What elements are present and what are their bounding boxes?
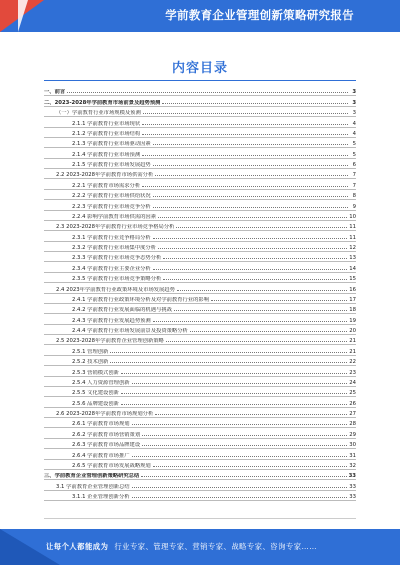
toc-leader-dots: [110, 361, 347, 363]
toc-leader-dots: [132, 423, 348, 425]
toc-entry-page: 4: [352, 120, 356, 127]
toc-leader-dots: [141, 475, 346, 477]
toc-entry-page: 27: [349, 411, 356, 417]
toc-entry-page: 26: [349, 400, 356, 407]
toc-entry-text: 2.3.5 学前教育行业市场竞争策略分析: [72, 276, 162, 283]
toc-entry-text: 2.3.1 学前教育行业竞争格局分析: [72, 234, 151, 241]
toc-entry[interactable]: [44, 86, 356, 96]
toc-entry-text: 2.1.1 学前教育行业市场现状: [72, 120, 141, 127]
header-title: 学前教育企业管理创新策略研究报告: [165, 8, 354, 22]
toc-entry[interactable]: [44, 345, 356, 355]
toc-entry-text: 三、学前教育企业管理创新策略研究总结: [44, 473, 140, 480]
toc-entry-text: 2.6.1 学前教育市场规划: [72, 421, 130, 428]
toc-entry-text: 2.2 2023-2028年学前教育市场供需分析: [56, 172, 154, 179]
toc-entry-text: 2.4.4 学前教育行业市场发展前景及投资策略分析: [72, 328, 188, 334]
toc-leader-dots: [142, 444, 347, 446]
toc-leader-dots: [177, 289, 347, 291]
toc-entry[interactable]: [44, 148, 356, 158]
toc-leader-dots: [176, 226, 347, 228]
toc-entry-page: 17: [349, 296, 356, 303]
toc-entry-page: 13: [349, 255, 356, 262]
toc-entry-text: 2.5.5 文化建设创新: [72, 390, 119, 397]
toc-leader-dots: [132, 486, 348, 488]
toc-entry-page: 7: [352, 182, 356, 189]
toc-entry-page: 5: [352, 151, 356, 158]
toc-leader-dots: [142, 123, 348, 125]
toc-entry[interactable]: [44, 449, 356, 459]
toc-entry-text: 2.4.2 学前教育行业发展面临的机遇与挑战: [72, 307, 172, 314]
toc-entry[interactable]: [44, 107, 356, 117]
toc-leader-dots: [132, 455, 348, 457]
toc-entry-text: 2.1.2 学前教育行业市场结构: [72, 130, 141, 137]
toc-leader-dots: [142, 154, 348, 156]
toc-entry-text: 2.1.3 学前教育行业市场驱动因素: [72, 141, 151, 148]
page-footer: [0, 529, 400, 565]
toc-entry-page: 19: [349, 317, 356, 324]
toc-entry[interactable]: [44, 397, 356, 407]
toc-entry-text: 2.5.1 管理创新: [72, 348, 109, 355]
toc-entry[interactable]: [44, 470, 356, 480]
toc-entry-text: 2.4.3 学前教育行业发展趋势预测: [72, 317, 151, 324]
toc-entry[interactable]: [44, 96, 356, 106]
toc-entry-text: 2.3 2023-2028年学前教育行业市场竞争格局分析: [56, 224, 175, 231]
toc-entry-page: 30: [349, 442, 356, 449]
toc-entry-text: 2.4.1 学前教育行业政策环境分析及对学前教育行业的影响: [72, 296, 209, 303]
toc-leader-dots: [153, 320, 348, 322]
toc-entry[interactable]: [44, 294, 356, 304]
toc-entry-text: 2.2.2 学前教育行业市场供给状况: [72, 193, 151, 200]
toc-entry-page: 21: [349, 348, 356, 355]
toc-entry[interactable]: [44, 439, 356, 449]
toc-entry[interactable]: [44, 408, 356, 418]
toc-title: 内容目录: [171, 61, 228, 76]
toc-entry[interactable]: [44, 283, 356, 293]
toc-entry[interactable]: [44, 480, 356, 490]
toc-entry[interactable]: [44, 377, 356, 387]
toc-entry[interactable]: [44, 211, 356, 221]
toc-entry[interactable]: [44, 200, 356, 210]
toc-entry-text: 2.5.6 品牌建设创新: [72, 400, 119, 407]
toc-entry-text: 2.2.1 学前教育市场需求分析: [72, 182, 141, 189]
toc-entry[interactable]: [44, 418, 356, 428]
toc-entry-text: 2.6.2 学前教育市场营销策划: [72, 431, 141, 438]
toc-entry-page: 24: [349, 379, 356, 386]
toc-entry-page: 21: [349, 338, 356, 345]
toc-entry-text: 2.3.2 学前教育行业市场集中度分析: [72, 245, 157, 251]
toc-entry-text: 2.5 2023-2028年学前教育企业管理创新策略: [56, 338, 164, 345]
toc-entry[interactable]: [44, 169, 356, 179]
toc-leader-dots: [153, 206, 348, 208]
toc-entry-text: 3.1.1 企业管理创新分析: [72, 494, 130, 500]
toc-entry[interactable]: [44, 231, 356, 241]
toc-entry[interactable]: [44, 366, 356, 376]
toc-leader-dots: [132, 496, 348, 498]
toc-entry-page: 14: [349, 265, 356, 272]
toc-leader-dots: [158, 247, 347, 249]
toc-entry-page: 33: [349, 483, 356, 490]
toc-leader-dots: [67, 91, 348, 93]
toc-entry[interactable]: [44, 242, 356, 252]
toc-entry-page: 33: [348, 473, 356, 480]
toc-leader-dots: [155, 413, 347, 415]
toc-leader-dots: [110, 351, 347, 353]
toc-entry-text: 2.6.5 学前教育市场发展战略规划: [72, 462, 151, 469]
toc-entry-page: 20: [349, 328, 356, 334]
toc-leader-dots: [163, 278, 347, 280]
toc-leader-dots: [143, 112, 348, 114]
toc-entry[interactable]: [44, 325, 356, 335]
toc-entry[interactable]: [44, 221, 356, 231]
toc-leader-dots: [211, 299, 347, 301]
toc-leader-dots: [153, 195, 348, 197]
toc-entry-text: （一）学前教育行业市场规模及预测: [56, 110, 141, 117]
toc-entry-page: 15: [349, 276, 356, 283]
toc-entry[interactable]: [44, 273, 356, 283]
toc-leader-dots: [142, 133, 348, 135]
footer-slogan: [46, 542, 317, 552]
toc-entry-page: 23: [349, 369, 356, 376]
header-white-stripe: [18, 0, 28, 32]
toc-entry-text: 2.1.4 学前教育行业市场预测: [72, 151, 141, 158]
toc-entry-page: 29: [349, 431, 356, 438]
toc-entry[interactable]: [44, 356, 356, 366]
toc-leader-dots: [163, 257, 347, 259]
toc-entry-text: 2.6 2023-2028年学前教育市场规划分析: [56, 411, 154, 417]
toc-leader-dots: [162, 102, 348, 104]
toc-entry-text: 2.1.5 学前教育行业市场发展趋势: [72, 162, 151, 168]
toc-entry-page: 9: [352, 203, 356, 210]
toc-entry-page: 12: [349, 245, 356, 251]
footer-text: 行业专家、管理专家、营销专家、战略专家、咨询专家……: [114, 542, 318, 551]
toc-entry-page: 32: [349, 462, 356, 469]
toc-entry-text: 2.2.4 影响学前教育市场供需的因素: [72, 213, 157, 220]
toc-entry[interactable]: [44, 190, 356, 200]
toc-entry-page: 10: [349, 213, 356, 220]
toc-leader-dots: [142, 185, 348, 187]
toc-entry-text: 2.2.3 学前教育行业市场竞争分析: [72, 203, 151, 210]
toc-entry-page: 5: [352, 141, 356, 148]
toc-entry[interactable]: [44, 460, 356, 470]
toc-leader-dots: [158, 216, 347, 218]
toc-entry[interactable]: [44, 179, 356, 189]
toc-entry[interactable]: [44, 304, 356, 314]
toc-entry-text: 3.1 学前教育企业管理创新总结: [56, 483, 130, 490]
toc-leader-dots: [153, 268, 348, 270]
toc-entry-text: 2.5.2 技术创新: [72, 359, 109, 366]
toc-entry[interactable]: [44, 428, 356, 438]
toc-entry-text: 2.6.4 学前教育市场推广: [72, 452, 130, 459]
toc-entry-page: 18: [349, 307, 356, 314]
toc-entry[interactable]: [44, 335, 356, 345]
toc-entry-page: 31: [349, 452, 356, 459]
toc-leader-dots: [132, 382, 348, 384]
toc-leader-dots: [153, 237, 348, 239]
toc-leader-dots: [121, 403, 347, 405]
toc-entry-text: 二、2023-2028年学前教育市场前景及趋势预测: [44, 99, 161, 106]
toc-entry[interactable]: [44, 252, 356, 262]
toc-entry[interactable]: [44, 117, 356, 127]
toc-entry[interactable]: [44, 128, 356, 138]
toc-entry-text: 2.3.4 学前教育行业主要企业分析: [72, 265, 151, 272]
toc-entry-page: 11: [349, 224, 356, 231]
toc-leader-dots: [153, 143, 348, 145]
toc-leader-dots: [190, 330, 347, 332]
page-header: [0, 0, 400, 32]
bottom-divider: [44, 518, 356, 519]
toc-entry-text: 2.6.3 学前教育市场品牌建设: [72, 442, 141, 449]
toc-entry-page: 6: [352, 162, 356, 168]
toc-leader-dots: [174, 309, 347, 311]
table-of-contents: [44, 86, 356, 501]
toc-entry-page: 3: [352, 89, 356, 96]
toc-entry-page: 28: [349, 421, 356, 428]
toc-entry-page: 16: [349, 286, 356, 293]
toc-leader-dots: [121, 392, 347, 394]
toc-entry-page: 22: [349, 359, 356, 366]
toc-title-rule: [44, 80, 356, 81]
toc-entry-text: 2.3.3 学前教育行业市场竞争态势分析: [72, 255, 162, 262]
toc-entry-text: 一、前言: [44, 89, 66, 96]
toc-leader-dots: [166, 340, 347, 342]
toc-entry-page: 4: [352, 130, 356, 137]
toc-entry[interactable]: [44, 159, 356, 169]
toc-entry-text: 2.5.4 人力资源管理创新: [72, 379, 130, 386]
toc-entry-page: 25: [349, 390, 356, 397]
toc-entry-page: 3: [352, 110, 356, 117]
toc-leader-dots: [121, 372, 347, 374]
toc-entry-page: 3: [352, 99, 356, 106]
toc-entry-text: 2.5.3 营销模式创新: [72, 369, 119, 376]
toc-leader-dots: [153, 164, 348, 166]
toc-entry[interactable]: [44, 491, 356, 501]
toc-entry-page: 7: [352, 172, 356, 179]
toc-entry-page: 33: [349, 494, 356, 500]
toc-leader-dots: [142, 434, 347, 436]
toc-entry[interactable]: [44, 262, 356, 272]
toc-leader-dots: [153, 465, 348, 467]
toc-entry-page: 11: [349, 234, 356, 241]
toc-entry-page: 8: [352, 193, 356, 200]
toc-entry-text: 2.4 2023年学前教育行业政策环境及市场发展趋势: [56, 286, 175, 293]
toc-entry[interactable]: [44, 387, 356, 397]
toc-entry[interactable]: [44, 138, 356, 148]
toc-leader-dots: [155, 174, 348, 176]
toc-entry[interactable]: [44, 314, 356, 324]
footer-tag: 让每个人都能成为: [46, 542, 109, 551]
